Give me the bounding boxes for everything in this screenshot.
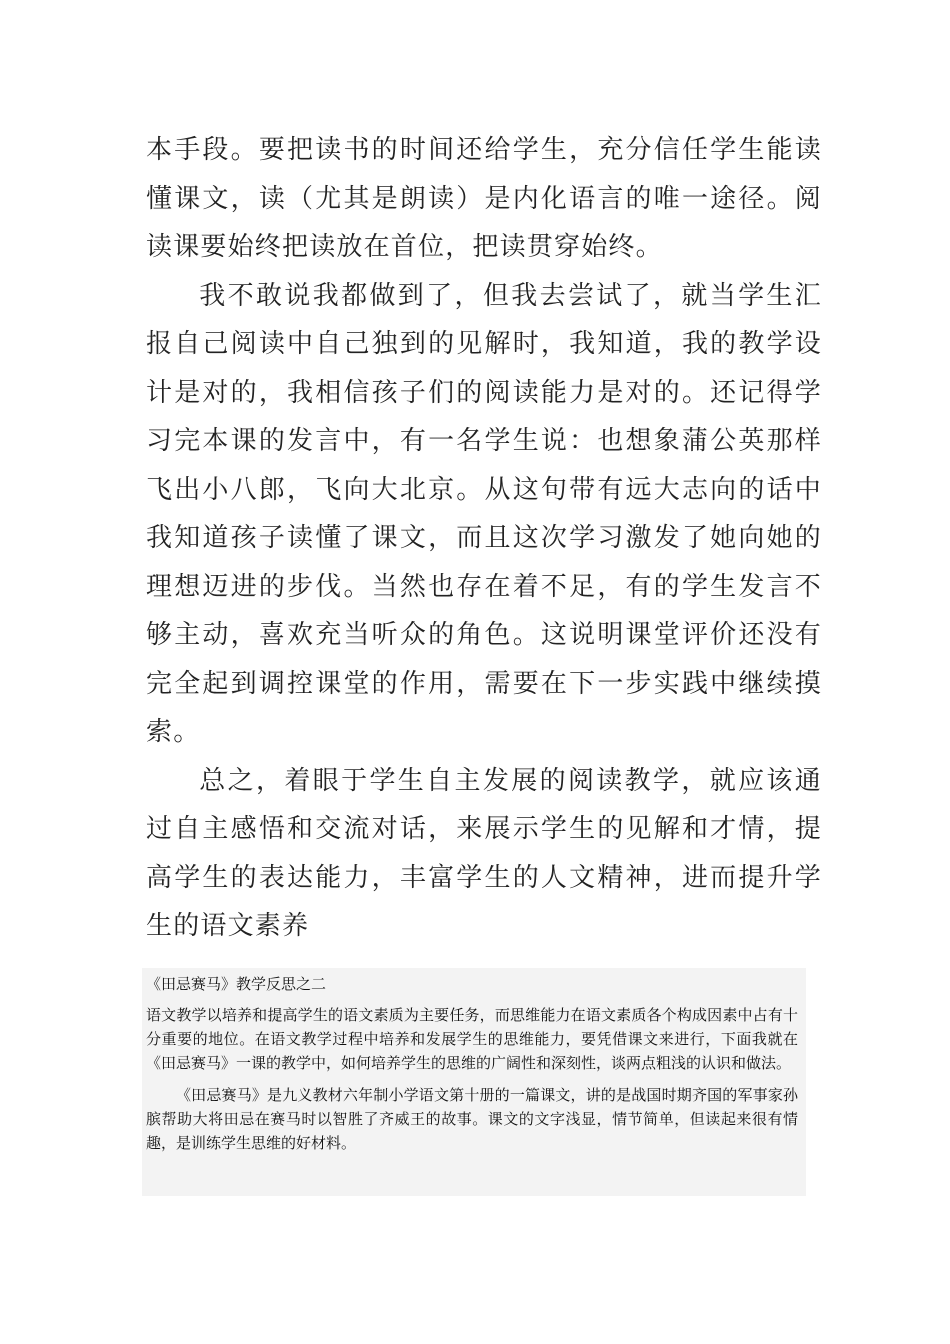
excerpt-paragraph-lesson: 《田忌赛马》是九义教材六年制小学语文第十册的一篇课文，讲的是战国时期齐国的军事家孙膑帮助大将田忌在赛马时以智胜了齐威王的故事。课文的文字浅显，情节简单，但读起来很有情趣，是训练学生思维的好材料。	[146, 1086, 798, 1152]
paragraph-continued: 本手段。要把读书的时间还给学生，充分信任学生能读懂课文，读（尤其是朗读）是内化语言的唯一途径。阅读课要始终把读放在首位，把读贯穿始终。	[146, 135, 822, 262]
main-body-text	[146, 126, 822, 951]
paragraph-conclusion: 总之，着眼于学生自主发展的阅读教学，就应该通过自主感悟和交流对话，来展示学生的见解和才情，提高学生的表达能力，丰富学生的人文精神，进而提升学生的语文素养	[146, 765, 822, 941]
excerpt-paragraph-intro: 语文教学以培养和提高学生的语文素质为主要任务，而思维能力在语文素质各个构成因素中占有十分重要的地位。在语文教学过程中培养和发展学生的思维能力，要凭借课文来进行，下面我就在《田忌赛马》一课的教学中，如何培养学生的思维的广阔性和深刻性，谈两点粗浅的认识和做法。	[146, 1006, 798, 1072]
paragraph-reflection: 我不敢说我都做到了，但我去尝试了，就当学生汇报自己阅读中自己独到的见解时，我知道，我的教学设计是对的，我相信孩子们的阅读能力是对的。还记得学习完本课的发言中，有一名学生说：也想象蒲公英那样飞出小八郎，飞向大北京。从这句带有远大志向的话中我知道孩子读懂了课文，而且这次学习激发了她向她的理想迈进的步伐。当然也存在着不足，有的学生发言不够主动，喜欢充当听众的角色。这说明课堂评价还没有完全起到调控课堂的作用，需要在下一步实践中继续摸索。	[146, 280, 822, 747]
excerpt-title: 《田忌赛马》教学反思之二	[146, 975, 327, 993]
excerpt-block	[142, 968, 806, 1196]
